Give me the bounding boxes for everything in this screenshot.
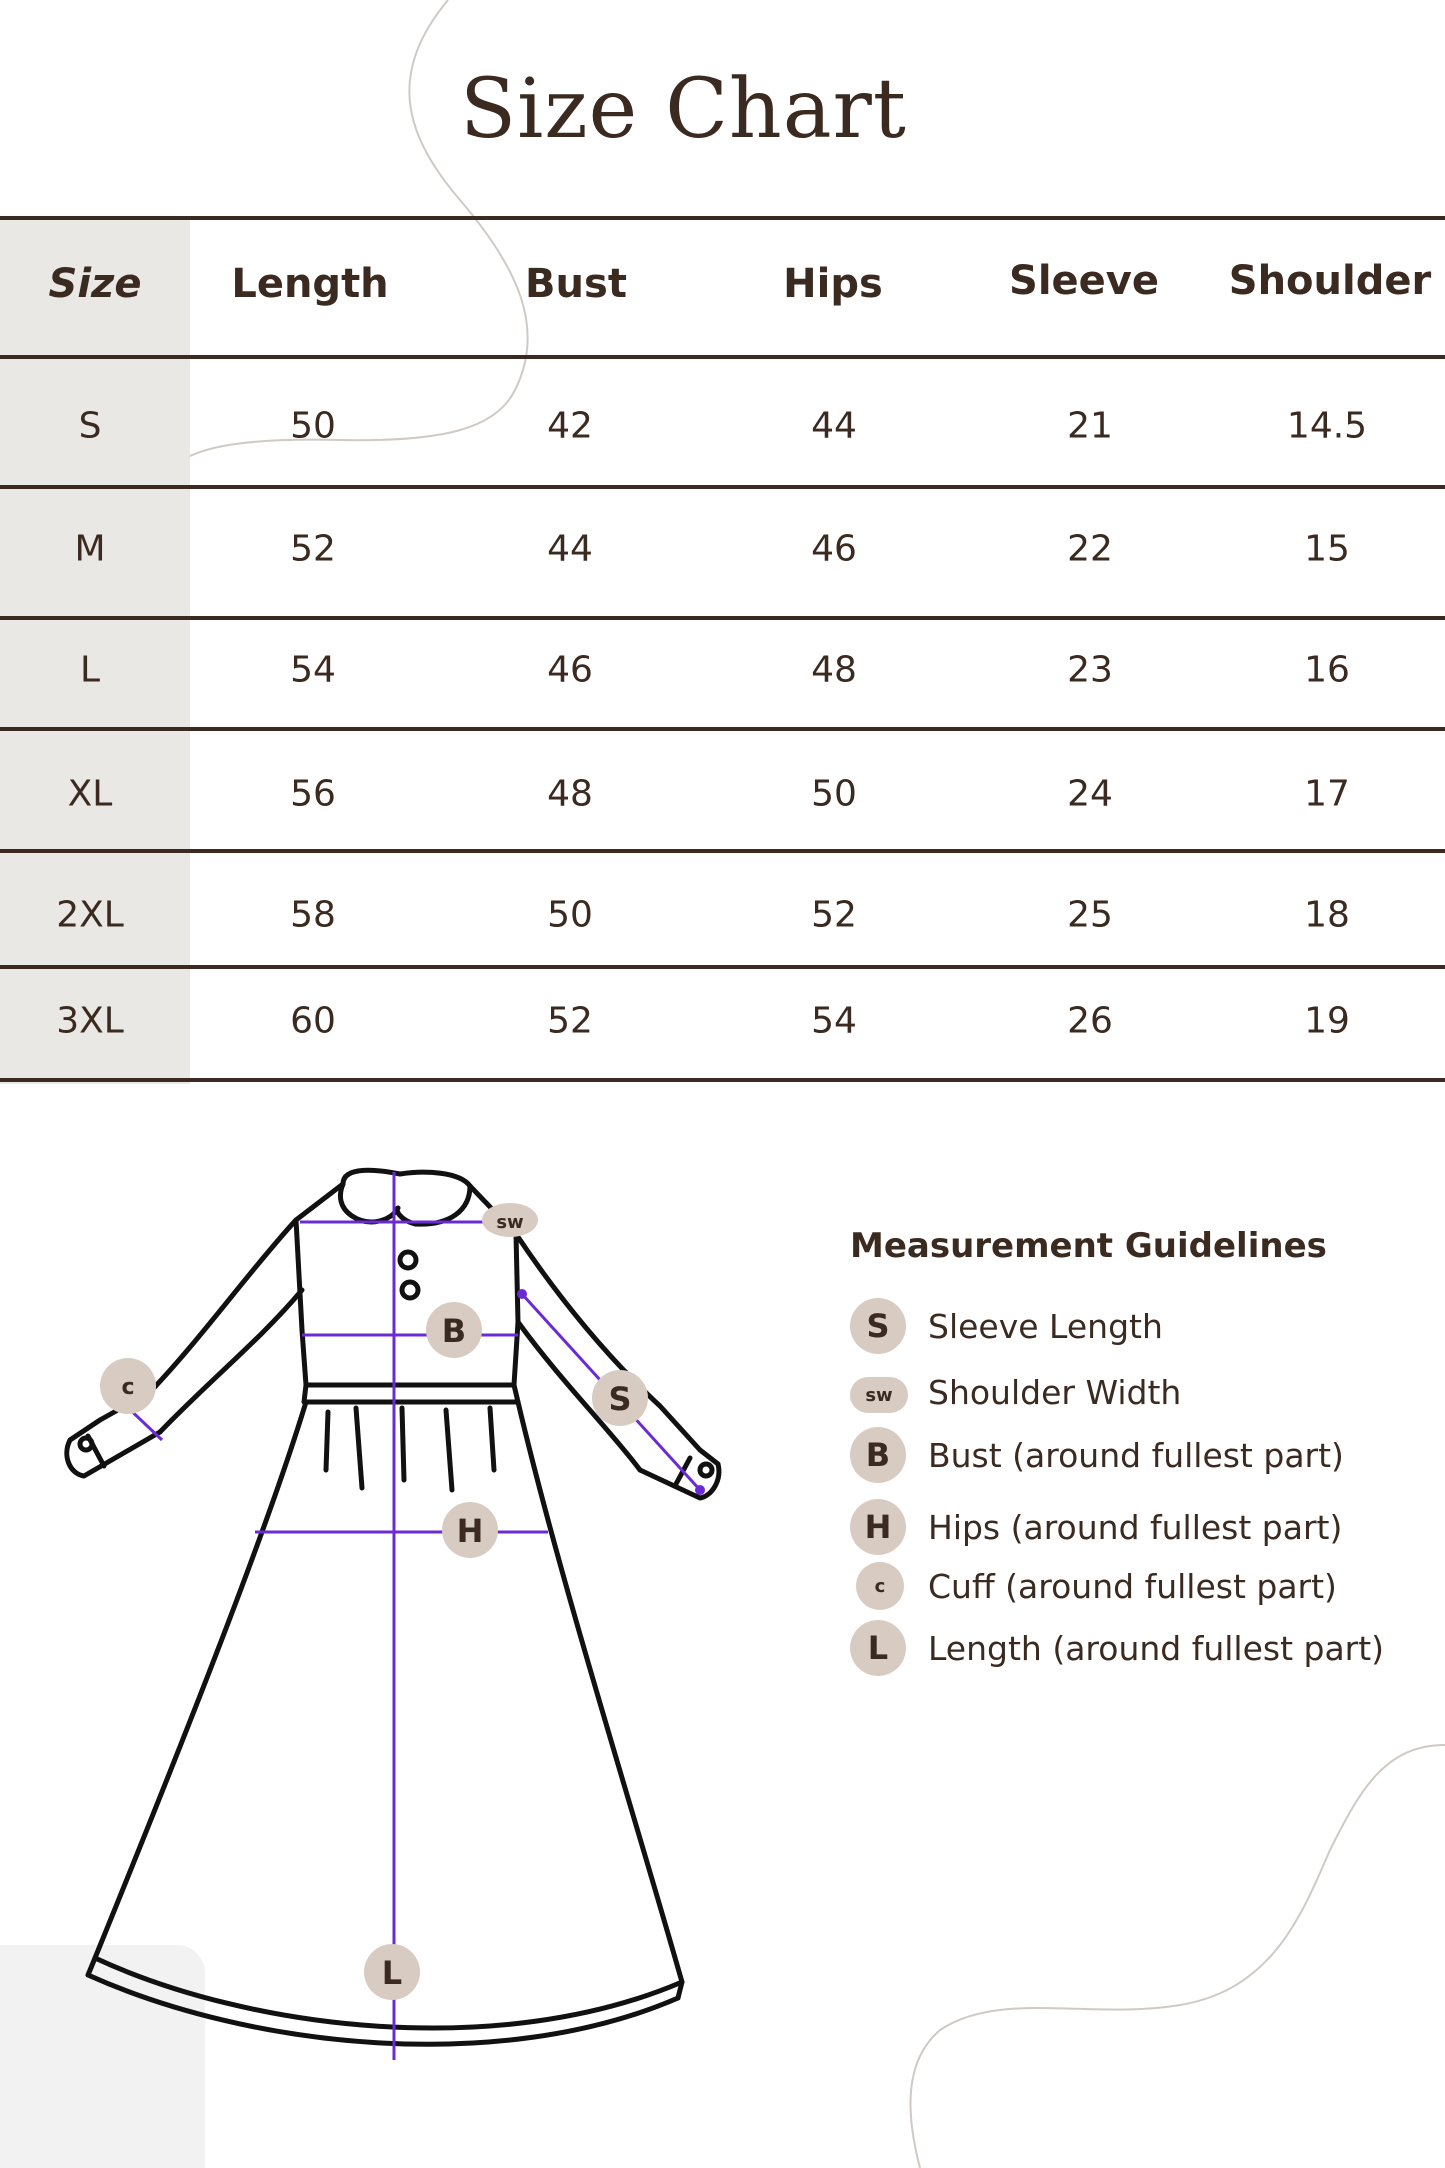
cell-size: 2XL	[56, 894, 124, 936]
cell-bust: 44	[547, 528, 593, 570]
cell-bust: 50	[547, 894, 593, 936]
cell-length: 52	[290, 528, 336, 570]
header-bust: Bust	[525, 261, 627, 307]
cell-bust: 48	[547, 773, 593, 815]
cell-hips: 44	[811, 405, 857, 447]
diagram-label-bust: B	[441, 1312, 467, 1350]
cell-length: 60	[290, 1000, 336, 1042]
cell-size: L	[79, 649, 101, 691]
cell-length: 56	[290, 773, 336, 815]
cell-hips: 52	[811, 894, 857, 936]
badge-hips-icon: H	[850, 1499, 906, 1555]
guidelines-title: Measurement Guidelines	[850, 1226, 1327, 1266]
badge-length-icon: L	[850, 1620, 906, 1676]
cell-size: S	[78, 405, 102, 447]
cell-shoulder: 17	[1304, 773, 1350, 815]
cell-shoulder: 15	[1304, 528, 1350, 570]
cell-length: 50	[290, 405, 336, 447]
cell-bust: 52	[547, 1000, 593, 1042]
diagram-label-hips: H	[456, 1512, 484, 1550]
header-shoulder: Shoulder	[1228, 258, 1432, 304]
badge-cuff-icon: c	[856, 1562, 904, 1610]
cell-size: M	[74, 528, 106, 570]
cell-sleeve: 26	[1067, 1000, 1113, 1042]
cell-bust: 42	[547, 405, 593, 447]
cell-sleeve: 25	[1067, 894, 1113, 936]
guideline-item	[850, 1296, 1163, 1356]
guideline-label: Length (around fullest part)	[928, 1628, 1385, 1668]
diagram-label-cuff: c	[121, 1375, 135, 1400]
cell-bust: 46	[547, 649, 593, 691]
guideline-label: Hips (around fullest part)	[928, 1507, 1343, 1547]
cell-size: 3XL	[56, 1000, 124, 1042]
header-sleeve: Sleeve	[1009, 258, 1159, 304]
cell-length: 54	[290, 649, 336, 691]
header-hips: Hips	[783, 261, 883, 307]
cell-hips: 50	[811, 773, 857, 815]
guideline-label: Sleeve Length	[928, 1306, 1163, 1346]
cell-size: XL	[67, 773, 113, 815]
guideline-item	[850, 1425, 1344, 1485]
guideline-item	[850, 1362, 1181, 1422]
header-size: Size	[48, 261, 142, 307]
cell-shoulder: 19	[1304, 1000, 1350, 1042]
badge-sleeve-icon: S	[850, 1298, 906, 1354]
cell-hips: 54	[811, 1000, 857, 1042]
diagram-label-sleeve: S	[608, 1380, 632, 1418]
cell-sleeve: 21	[1067, 405, 1113, 447]
diagram-label-length: L	[381, 1954, 403, 1992]
guideline-item	[850, 1497, 1342, 1557]
guideline-label: Bust (around fullest part)	[928, 1435, 1344, 1475]
badge-bust-icon: B	[850, 1427, 906, 1483]
cell-sleeve: 23	[1067, 649, 1113, 691]
cell-sleeve: 24	[1067, 773, 1113, 815]
guideline-label: Cuff (around fullest part)	[928, 1566, 1337, 1606]
cell-sleeve: 22	[1067, 528, 1113, 570]
header-length: Length	[231, 261, 389, 307]
badge-shoulder-icon: sw	[850, 1377, 908, 1413]
guideline-item	[850, 1618, 1384, 1678]
cell-hips: 48	[811, 649, 857, 691]
cell-shoulder: 14.5	[1286, 405, 1368, 447]
cell-length: 58	[290, 894, 336, 936]
cell-shoulder: 16	[1304, 649, 1350, 691]
guideline-label: Shoulder Width	[928, 1372, 1182, 1412]
diagram-label-shoulder: sw	[496, 1212, 524, 1233]
page-title: Size Chart	[460, 62, 907, 157]
cell-hips: 46	[811, 528, 857, 570]
guideline-item	[850, 1556, 1337, 1616]
cell-shoulder: 18	[1304, 894, 1350, 936]
